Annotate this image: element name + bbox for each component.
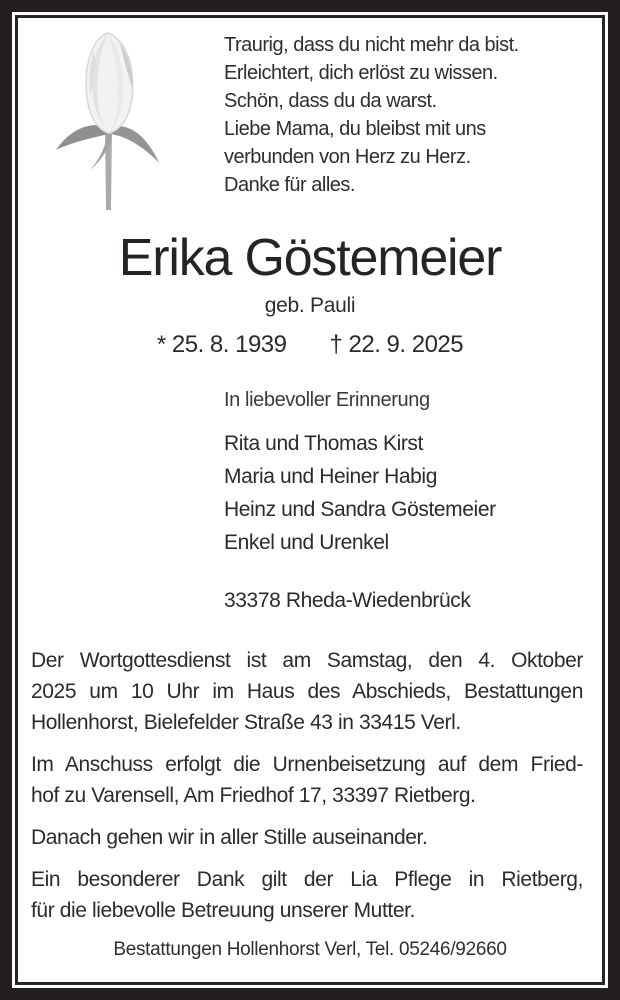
obituary-inner-rule — [15, 15, 605, 985]
poem-line: Traurig, dass du nicht mehr da bist. — [224, 34, 519, 56]
poem-line: Erleichtert, dich erlöst zu wissen. — [224, 62, 498, 84]
memorial-poem — [224, 31, 519, 199]
service-paragraphs — [31, 645, 583, 937]
deceased-name: Erika Göstemeier — [118, 229, 502, 287]
service-paragraph — [31, 749, 583, 811]
mourner-name: Rita und Thomas Kirst — [224, 432, 423, 455]
paragraph-line: Der Wortgottesdienst ist am Samstag, den 4. Oktober — [31, 649, 583, 672]
paragraph-line: 2025 um 10 Uhr im Haus des Abschieds, Bestattungen — [31, 680, 583, 703]
city-line: 33378 Rheda-Wiedenbrück — [224, 589, 471, 612]
poem-line: Danke für alles. — [224, 174, 355, 196]
paragraph-line: Danach gehen wir in aller Stille auseinander. — [31, 826, 428, 849]
death-date: † 22. 9. 2025 — [329, 331, 464, 358]
obituary-content — [18, 18, 602, 982]
funeral-home-footer: Bestattungen Hollenhorst Verl, Tel. 05246/92660 — [113, 939, 507, 960]
mourner-name: Maria und Heiner Habig — [224, 465, 437, 488]
paragraph-line: Hollenhorst, Bielefelder Straße 43 in 33415 Verl. — [31, 711, 461, 734]
service-paragraph — [31, 645, 583, 738]
poem-line: verbunden von Herz zu Herz. — [224, 146, 471, 168]
paragraph-line: hof zu Varensell, Am Friedhof 17, 33397 Rietberg. — [31, 784, 476, 807]
birth-date: * 25. 8. 1939 — [156, 331, 287, 358]
service-paragraph — [31, 864, 583, 926]
life-dates — [18, 331, 602, 359]
paragraph-line: Ein besonderer Dank gilt der Lia Pflege in Rietberg, — [31, 868, 583, 891]
mourner-name: Enkel und Urenkel — [224, 531, 389, 554]
maiden-name: geb. Pauli — [264, 294, 356, 317]
paragraph-line: Im Anschuss erfolgt die Urnenbeisetzung auf dem Fried- — [31, 753, 583, 776]
obituary-frame-gap — [12, 12, 608, 988]
mourners-list — [224, 427, 496, 559]
memorial-heading: In liebevoller Erinnerung — [224, 389, 430, 411]
white-rose-icon — [49, 25, 167, 212]
mourner-name: Heinz und Sandra Göstemeier — [224, 498, 496, 521]
paragraph-line: für die liebevolle Betreuung unserer Mutter. — [31, 899, 415, 922]
service-paragraph — [31, 822, 583, 853]
poem-line: Liebe Mama, du bleibst mit uns — [224, 118, 486, 140]
poem-line: Schön, dass du da warst. — [224, 90, 437, 112]
